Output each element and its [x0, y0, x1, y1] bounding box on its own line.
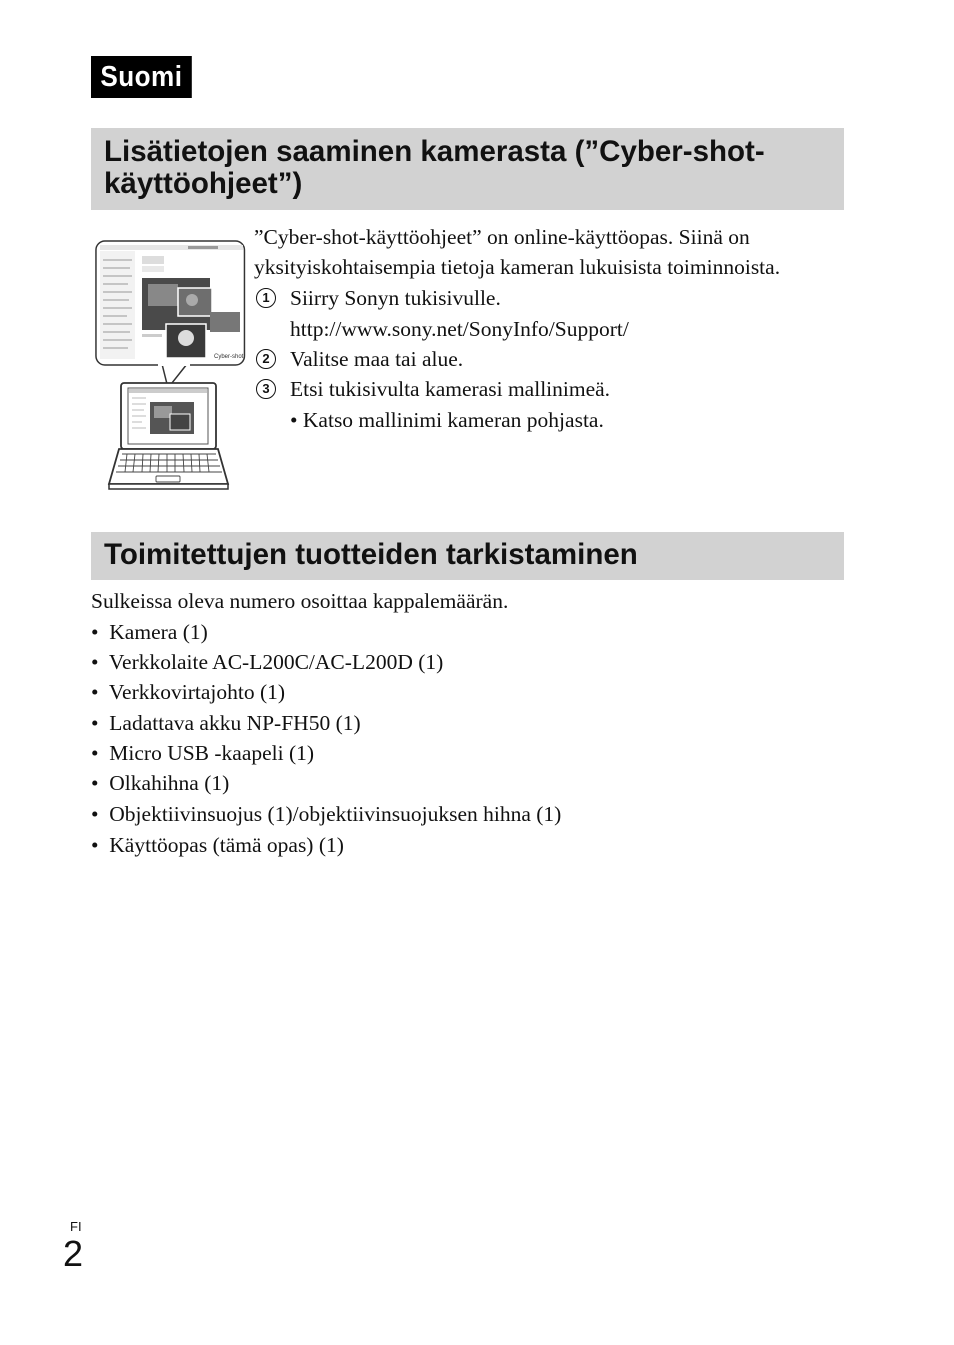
- language-tab: Suomi: [91, 56, 192, 98]
- page-number: 2: [63, 1233, 84, 1274]
- list-item: • Käyttöopas (tämä opas) (1): [91, 833, 344, 857]
- step-number-badge: 3: [256, 379, 276, 399]
- language-code: FI: [70, 1219, 82, 1234]
- intro-text-line: ”Cyber-shot-käyttöohjeet” on online-käyttöopas. Siinä on: [254, 225, 750, 249]
- list-item: • Verkkolaite AC-L200C/AC-L200D (1): [91, 650, 444, 674]
- step-text: Siirry Sonyn tukisivulle.: [290, 286, 501, 310]
- step-text: Etsi tukisivulta kamerasi mallinimeä.: [290, 377, 611, 401]
- illustration-logo: Cyber-shot: [214, 354, 244, 360]
- heading-line: Lisätietojen saaminen kamerasta (”Cyber-shot-: [104, 135, 765, 168]
- step-number-badge: 2: [256, 349, 276, 369]
- section-heading-check-items: Toimitettujen tuotteiden tarkistaminen: [91, 532, 844, 580]
- list-item: • Ladattava akku NP-FH50 (1): [91, 711, 361, 735]
- step-text: Valitse maa tai alue.: [290, 347, 464, 371]
- heading-line: käyttöohjeet”): [104, 167, 303, 200]
- list-item: • Objektiivinsuojus (1)/objektiivinsuojuksen hihna (1): [91, 802, 562, 826]
- items-intro: Sulkeissa oleva numero osoittaa kappalemäärän.: [91, 589, 509, 613]
- section-heading-more-info: [91, 128, 844, 210]
- laptop-help-guide-illustration: [92, 238, 244, 492]
- list-item: • Kamera (1): [91, 620, 208, 644]
- support-url: http://www.sony.net/SonyInfo/Support/: [290, 317, 629, 341]
- step-note: • Katso mallinimi kameran pohjasta.: [290, 408, 604, 432]
- list-item: • Olkahihna (1): [91, 771, 230, 795]
- intro-text-line: yksityiskohtaisempia tietoja kameran lukuisista toiminnoista.: [254, 255, 781, 279]
- list-item: • Verkkovirtajohto (1): [91, 680, 286, 704]
- step-number-badge: 1: [256, 288, 276, 308]
- list-item: • Micro USB -kaapeli (1): [91, 741, 315, 765]
